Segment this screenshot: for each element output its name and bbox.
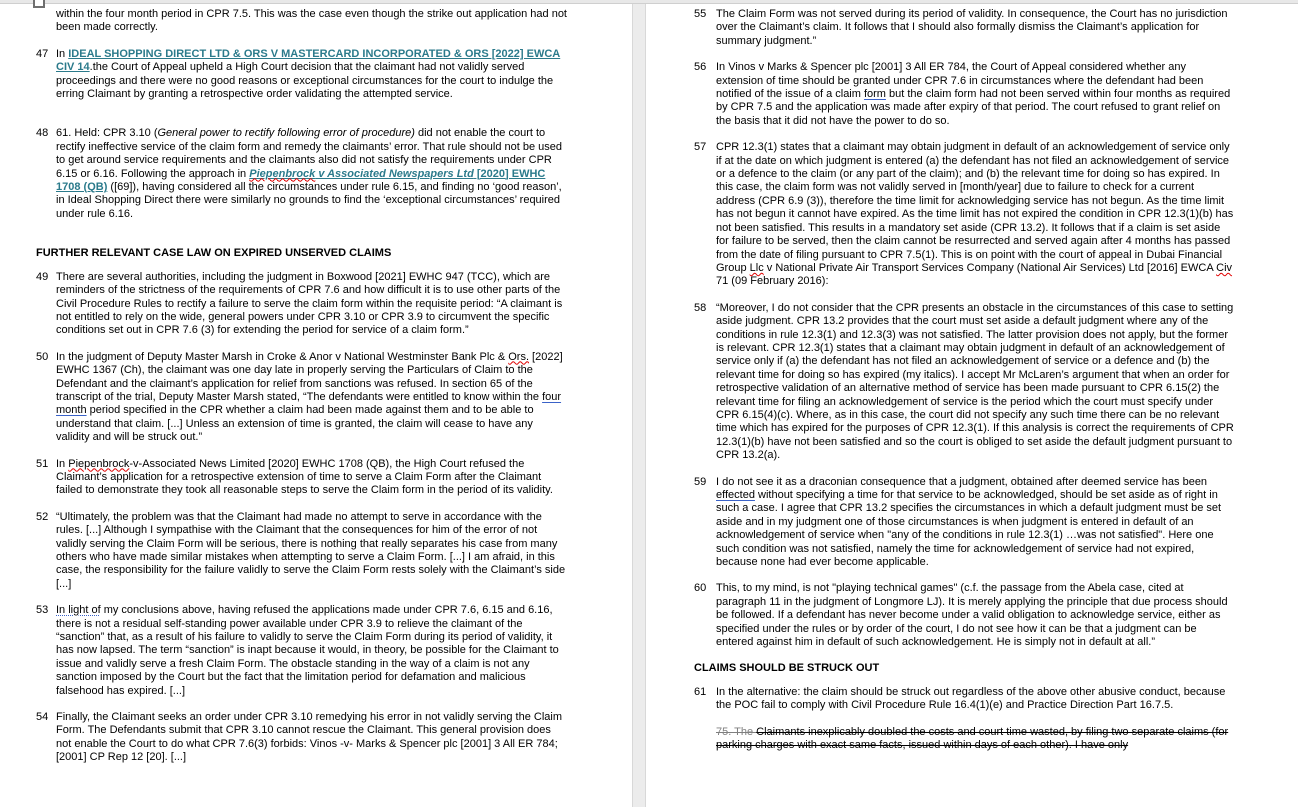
text-run: In	[56, 47, 69, 60]
paragraph-56	[694, 61, 1235, 128]
text-run: did not enable the court to rectify ineffective service of the claim form and remedy the claimants’ error. That rule should not be used to get around service requirements and the claimants also did not satisfy the requirements under CPR 6.15 or 6.16. Following the approach in	[56, 127, 563, 180]
window-top-edge	[0, 0, 1298, 4]
spellcheck-underline: Civ	[1216, 261, 1233, 274]
paragraph-number: 61	[694, 685, 707, 698]
paragraph-49	[36, 271, 567, 338]
paragraph-text	[716, 61, 1230, 127]
paragraph-number: 49	[36, 270, 49, 283]
paragraph-51	[36, 458, 567, 498]
text-run: “Ultimately, the problem was that the Claimant had made no attempt to serve in accordance with the rules. [...] Although I sympathise with the Claimant that the consequences for him of the error of not validly serving the Claim Form will be serious, there is nothing that really separates his case from many others who have made similar mistakes when attempting to serve a Claim Form. [...] I am afraid, in this case, the responsibility for the failure validly to serve the Claim Form rests solely with the Claimant’s side [...]	[56, 510, 566, 590]
paragraph-number: 58	[694, 301, 707, 314]
paragraph-number: 56	[694, 61, 707, 74]
paragraph-61	[694, 686, 1235, 713]
text-run: my conclusions above, having refused the applications made under CPR 7.6, 6.15 and 6.16, there is not a residual self-standing power available under CPR 3.9 to relieve the claimant of the “sanction” that, as a result of his failure to validly to serve the Claim Form during its period of validity, it has now lapsed. The term “sanction” is inapt because it would, in theory, be possible for the Claimant to issue and validly serve a fresh Claim Form. The obstacle standing in the way of a claim is not any sanction imposed by the Court but the fact that the limitation period for defamation and malicious falsehood has expired. [...]	[56, 604, 559, 697]
text-run: [2022] EWHC 1367 (Ch), the claimant was one day late in properly serving the Particulars of Claim to the Defendant and the claimant’s application for relief from sanctions was refused. In section 65 of the transcript of the trial, Deputy Master Marsh stated, “The defendants were entitled to know within the	[56, 350, 563, 403]
cropped-ui-square	[33, 0, 45, 8]
text-run: but the claim form had not been served within four months as required by CPR 7.5 and the application was made after expiry of that period. The court refused to grant relief on the basis that it did not have the power to do so.	[716, 88, 1231, 127]
text-run: Finally, the Claimant seeks an order under CPR 3.10 remedying his error in not validly serving the Claim Form. The Defendants submit that CPR 3.10 cannot rescue the Claimant. This general provision does not enable the Court to do what CPR 7.6(3) forbids: Vinos -v- Marks & Spencer plc [2001] 3 All ER 784; [2001] CP Rep 12 [20]. [...]	[56, 711, 563, 764]
text-run: There are several authorities, including the judgment in Boxwood [2021] EWHC 947 (TCC), which are reminders of the strictness of the requirements of CPR 7.6 and how difficult it is to use other parts of the Civil Procedure Rules to rectify a failure to serve the claim form within the requisite period: “A claimant is not entitled to rely on the wide, general powers under CPR 3.10 or CPR 3.9 to circumvent the specific conditions set out in CPR 7.6 (3) for extending the period for service of a claim form.”	[56, 270, 563, 337]
paragraph-text	[716, 141, 1233, 287]
paragraph-number: 57	[694, 141, 707, 154]
paragraph-48	[36, 127, 567, 221]
text-run	[716, 489, 755, 501]
paragraph-left-0	[36, 8, 567, 35]
paragraph-47	[36, 48, 567, 102]
text-run: Claimants inexplicably doubled the costs and court time wasted, by filing two separate claims (for parking charges with exact same facts, issued within days of each other). I have only	[716, 725, 1229, 752]
text-run: ([69]), having considered all the circumstances under rule 6.15, and finding no ‘good reason’, in Ideal Shopping Direct there were similarly no grounds to find the ‘exceptional circumstances’ required under rule 6.16.	[56, 181, 562, 220]
text-run: without specifying a time for that service to be acknowledged, should be set aside as of right in such a case. I agree that CPR 13.2 specifies the circumstances in which a default judgment must be set aside and in my judgment one of those circumstances is when judgment is entered in default of an acknowledgement of service when "any of the conditions in rule 12.3(1) …was not satisfied". Here one such condition was not satisfied, namely the time for acknowledgement of service had not expired, because none had ever become applicable.	[716, 489, 1222, 569]
text-run: In the alternative: the claim should be struck out regardless of the above other abusive conduct, because the POC fail to comply with Civil Procedure Rule 16.4(1)(e) and Practice Direction Part 16.7.5.	[716, 685, 1226, 712]
text-run: -v-Associated News Limited [2020] EWHC 1708 (QB), the High Court refused the Claimant’s application for a retrospective extension of time to serve a Claim Form after the Claimant failed to demonstrate they took all reasonable steps to serve the Claim form in the period of its validity.	[56, 457, 553, 497]
paragraph-text	[716, 8, 1228, 47]
paragraph-number: 53	[36, 604, 49, 617]
paragraph-55	[694, 8, 1235, 48]
text-run: I do not see it as a draconian consequence that a judgment, obtained after deemed service has been	[716, 475, 1208, 488]
paragraph-60	[694, 582, 1235, 649]
case-citation-link[interactable]: v Associated Newspapers Ltd	[315, 167, 474, 180]
paragraph-right-8	[694, 726, 1235, 753]
text-run: period specified in the CPR whether a claim had been made against them and to be able to understand that claim. [...] Unless an extension of time is granted, the claim will cease to have any validity and will be struck out.”	[56, 404, 534, 444]
grammar-underline: form	[863, 88, 886, 101]
paragraph-number: 48	[36, 127, 49, 140]
text-run: v National Private Air Transport Services Company (National Air Services) Ltd [2016] EWCA	[763, 261, 1217, 274]
text-run: .the Court of Appeal upheld a High Court decision that the claimant had not validly served proceedings and there were no good reasons or exceptional circumstances for the court to indulge the erring Claimant by granting a retrospective order validating the attempted service.	[56, 61, 554, 101]
section-heading: FURTHER RELEVANT CASE LAW ON EXPIRED UNSERVED CLAIMS	[36, 247, 392, 260]
paragraph-59	[694, 476, 1235, 570]
text-run: 71 (09 February 2016):	[716, 275, 829, 288]
page-right[interactable]	[646, 0, 1298, 807]
text-run	[1216, 262, 1232, 274]
paragraph-54	[36, 711, 567, 765]
paragraph-number: 59	[694, 475, 707, 488]
text-run: In Vinos v Marks & Spencer plc [2001] 3 All ER 784, the Court of Appeal considered whether any extension of time should be granted under CPR 7.6 in circumstances where the defendant had been notified of the issue of a claim	[716, 61, 1204, 101]
grammar-underline: four month	[56, 390, 562, 417]
paragraph-52	[36, 511, 567, 591]
spellcheck-underline: Piepenbrock	[249, 167, 316, 180]
text-run: In	[56, 457, 69, 470]
text-run: The Claim Form was not served during its period of validity. In consequence, the Court has no jurisdiction over the Claimant’s claim. It follows that I should also formally dismiss the Claimant’s application for summary judgment.”	[716, 8, 1228, 47]
paragraph-text	[56, 711, 562, 763]
paragraph-53	[36, 604, 567, 698]
paragraph-text	[716, 726, 1228, 751]
paragraph-number: 54	[36, 711, 49, 724]
text-run	[508, 351, 529, 363]
paragraph-58	[694, 302, 1235, 463]
paragraph-text	[56, 458, 553, 497]
spellcheck-underline: Piepenbrock	[68, 457, 130, 470]
text-run: 75. The	[716, 725, 757, 738]
paragraph-text	[56, 8, 567, 33]
paragraph-text	[56, 271, 562, 337]
text-run: within the four month period in CPR 7.5. This was the case even though the strike out application had not been made correctly.	[56, 8, 567, 34]
paragraph-text	[56, 511, 565, 590]
paragraph-50	[36, 351, 567, 445]
grammar-underline: effected	[716, 489, 755, 501]
text-run	[864, 88, 886, 100]
text-run: “Moreover, I do not consider that the CPR presents an obstacle in the circumstances of this case to setting aside judgment. CPR 13.2 provides that the court must set aside a default judgment where any of the conditions in rule 12.3(1) and 12.3(3) was not satisfied. The latter provision does not apply, but the former is relevant. CPR 12.3(1) states that a claimant may obtain judgment in default of an acknowledgement of service only if (a) the defendant has not filed an acknowledgement of service or a defence and (b) the relevant time for doing so has expired (my italics). I accept Mr McLaren’s argument that when an order for retrospective validation of an alternative method of service has been made pursuant to CPR 6.15(2) the relevant time for filing an acknowledgement of service is the period which the court must specify under CPR 6.15(4)(c). Where, as in this case, the court did not specify any such time there can be no relevant time which has expired for the purposes of CPR 12.3(1). If this analysis is correct the requirements of CPR 12.3(1)(b) have not been satisfied and so the court is obliged to set aside the default judgment pursuant to CPR 13.2(a).	[716, 301, 1234, 462]
text-run: In the judgment of Deputy Master Marsh in Croke & Anor v National Westminster Bank Plc &	[56, 350, 509, 363]
paragraph-text	[716, 582, 1228, 648]
text-run: This, to my mind, is not "playing technical games" (c.f. the passage from the Abela case, cited at paragraph 11 in the judgment of Longmore LJ). It is merely applying the principle that due process should be followed. If a defendant has never become under a valid obligation to acknowledge service, either as specified under the rules or by order of the court, I do not see how it can be that a judgment can be entered against him in default of such acknowledgement. He is simply not in default at all.”	[716, 582, 1228, 649]
paragraph-text	[56, 604, 559, 696]
case-citation-link[interactable]: [2020] EWHC 1708 (QB)	[56, 167, 546, 194]
case-citation-link[interactable]: IDEAL SHOPPING DIRECT LTD & ORS V MASTERCARD INCORPORATED & ORS [2022] EWCA CIV 14	[56, 47, 561, 74]
paragraph-number: 50	[36, 350, 49, 363]
text-run	[750, 262, 764, 274]
section-heading: CLAIMS SHOULD BE STRUCK OUT	[694, 662, 880, 675]
spellcheck-underline: Ors.	[508, 350, 529, 363]
text-run	[68, 458, 129, 470]
text-run: CPR 12.3(1) states that a claimant may obtain judgment in default of an acknowledgement of service only if at the date on which judgment is entered (a) the defendant has not filed an acknowledgement of service or a defence to the claim (or any part of the claim); and (b) the relevant time for doing so has expired. In this case, the claim form was not validly served in [month/year] due to failure to check for a current address (CPR 6.9 (3)), therefore the time limit for acknowledging service has not begun. As the time limit has not begun it cannot have expired. As the time limit has not expired the condition in CPR 12.3(1)(b) has not been satisfied. This results in a mandatory set aside (CPR 13.2). It follows that if a claim is set aside for failure to be served, then the claim cannot be resurrected and served again after 4 months has passed from the date of filing pursuant to CPR 7.5(1). This is on point with the court of appeal in Dubai Financial Group	[716, 141, 1234, 274]
text-run: General power to rectify following error of procedure)	[157, 127, 415, 140]
spellcheck-underline: Llc	[749, 261, 764, 274]
paragraph-text	[56, 127, 562, 219]
page-gap	[632, 0, 646, 807]
grammar-underline: In light of	[56, 604, 101, 617]
paragraph-text	[716, 302, 1234, 461]
paragraph-text	[716, 476, 1221, 568]
paragraph-number: 51	[36, 457, 49, 470]
paragraph-number: 60	[694, 582, 707, 595]
paragraph-number: 52	[36, 510, 49, 523]
case-citation-link[interactable]	[249, 168, 315, 180]
paragraph-57	[694, 141, 1235, 288]
paragraph-number: 47	[36, 47, 49, 60]
page-left[interactable]	[0, 0, 632, 807]
paragraph-number: 55	[694, 8, 707, 20]
text-run	[56, 604, 101, 616]
paragraph-text	[56, 351, 563, 443]
paragraph-text	[716, 686, 1225, 711]
paragraph-text	[56, 48, 560, 100]
text-run: 61. Held: CPR 3.10 (	[56, 127, 158, 140]
